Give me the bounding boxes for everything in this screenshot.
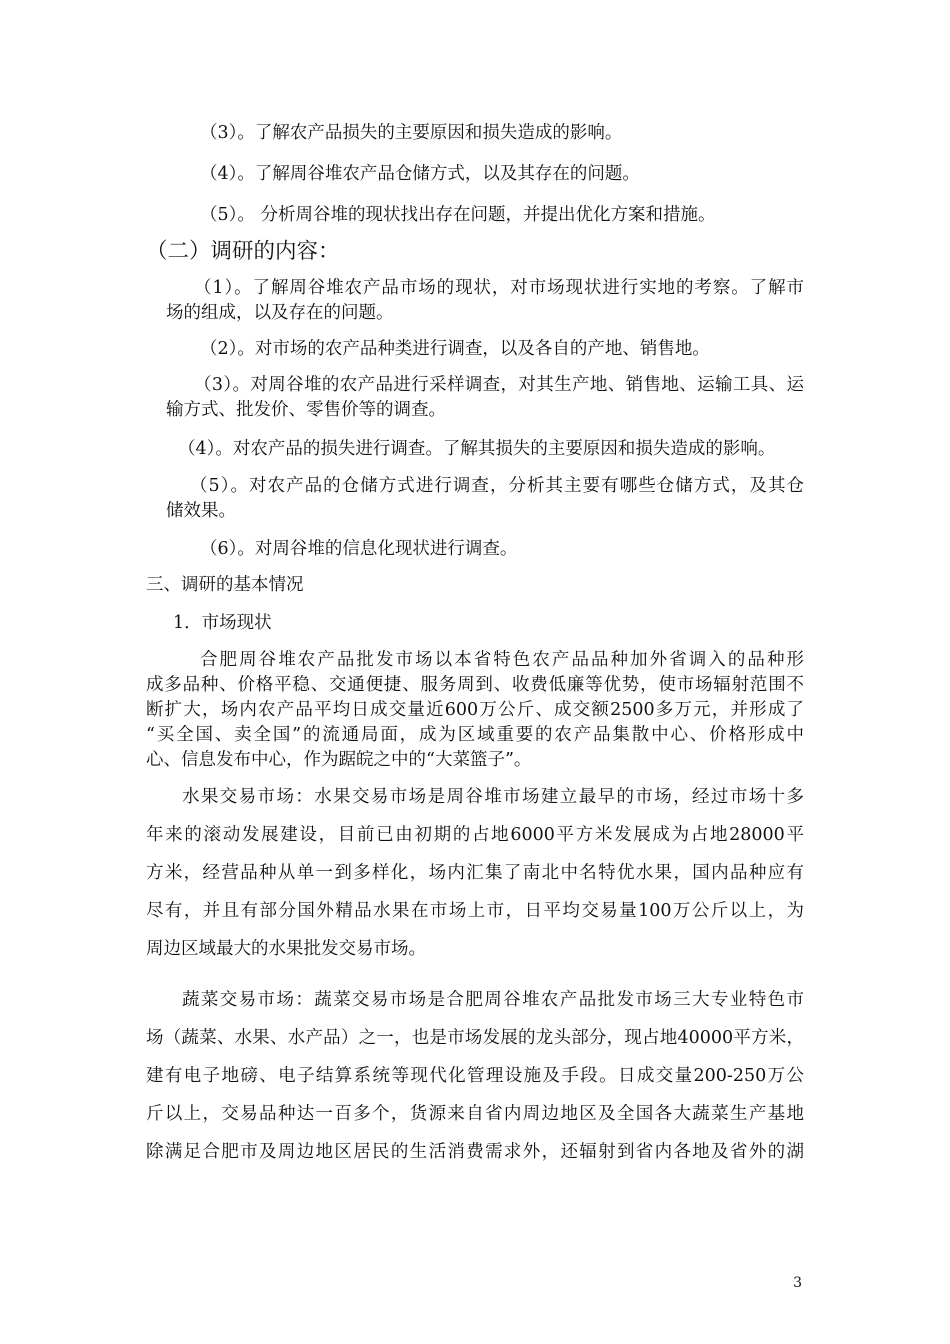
paragraph-line: 尽有，并且有部分国外精品水果在市场上市，日平均交易量100万公斤以上，为 bbox=[146, 901, 804, 921]
paragraph-line: “买全国、卖全国”的流通局面，成为区域重要的农产品集散中心、价格形成中 bbox=[146, 725, 804, 745]
paragraph-line: 成多品种、价格平稳、交通便捷、服务周到、收费低廉等优势，使市场辐射范围不 bbox=[146, 675, 804, 695]
content-item-line: （2）。对市场的农产品种类进行调查，以及各自的产地、销售地。 bbox=[200, 339, 710, 359]
paragraph-line: 合肥周谷堆农产品批发市场以本省特色农产品品种加外省调入的品种形 bbox=[200, 650, 804, 670]
paragraph-line: 年来的滚动发展建设，目前已由初期的占地6000平方米发展成为占地28000平 bbox=[146, 825, 804, 845]
subsection-heading: 1．市场现状 bbox=[173, 613, 272, 633]
section-heading: 三、调研的基本情况 bbox=[146, 575, 304, 595]
paragraph-line: 场（蔬菜、水果、水产品）之一，也是市场发展的龙头部分，现占地40000平方米， bbox=[146, 1028, 804, 1048]
paragraph-line: 周边区域最大的水果批发交易市场。 bbox=[146, 939, 426, 959]
content-item-line: 输方式、批发价、零售价等的调查。 bbox=[166, 400, 446, 420]
content-item-line: （1）。了解周谷堆农产品市场的现状，对市场现状进行实地的考察。了解市 bbox=[194, 278, 804, 298]
paragraph-line: 水果交易市场：水果交易市场是周谷堆市场建立最早的市场，经过市场十多 bbox=[182, 787, 804, 807]
objective-item: （3）。了解农产品损失的主要原因和损失造成的影响。 bbox=[200, 123, 623, 143]
objective-item: （5）。 分析周谷堆的现状找出存在问题，并提出优化方案和措施。 bbox=[200, 205, 716, 225]
paragraph-line: 斤以上，交易品种达一百多个，货源来自省内周边地区及全国各大蔬菜生产基地 bbox=[146, 1104, 804, 1124]
paragraph-line: 蔬菜交易市场：蔬菜交易市场是合肥周谷堆农产品批发市场三大专业特色市 bbox=[182, 990, 804, 1010]
content-item-line: （3）。对周谷堆的农产品进行采样调查，对其生产地、销售地、运输工具、运 bbox=[194, 375, 804, 395]
objective-item: （4）。了解周谷堆农产品仓储方式，以及其存在的问题。 bbox=[200, 164, 640, 184]
content-item-line: （4）。对农产品的损失进行调查。了解其损失的主要原因和损失造成的影响。 bbox=[178, 439, 776, 459]
content-item-line: 场的组成，以及存在的问题。 bbox=[166, 303, 394, 323]
paragraph-line: 断扩大，场内农产品平均日成交量近600万公斤、成交额2500多万元，并形成了 bbox=[146, 700, 804, 720]
page-number: 3 bbox=[793, 1275, 802, 1291]
paragraph-line: 心、信息发布中心，作为踞皖之中的“大菜篮子”。 bbox=[146, 750, 532, 770]
section-heading: （二）调研的内容： bbox=[146, 239, 340, 264]
paragraph-line: 除满足合肥市及周边地区居民的生活消费需求外，还辐射到省内各地及省外的湖 bbox=[146, 1142, 804, 1162]
content-item-line: （5）。对农产品的仓储方式进行调查，分析其主要有哪些仓储方式，及其仓 bbox=[190, 476, 804, 496]
content-item-line: 储效果。 bbox=[166, 501, 236, 521]
paragraph-line: 方米，经营品种从单一到多样化，场内汇集了南北中名特优水果，国内品种应有 bbox=[146, 863, 804, 883]
content-item-line: （6）。对周谷堆的信息化现状进行调查。 bbox=[200, 539, 518, 559]
paragraph-line: 建有电子地磅、电子结算系统等现代化管理设施及手段。日成交量200-250万公 bbox=[146, 1066, 804, 1086]
